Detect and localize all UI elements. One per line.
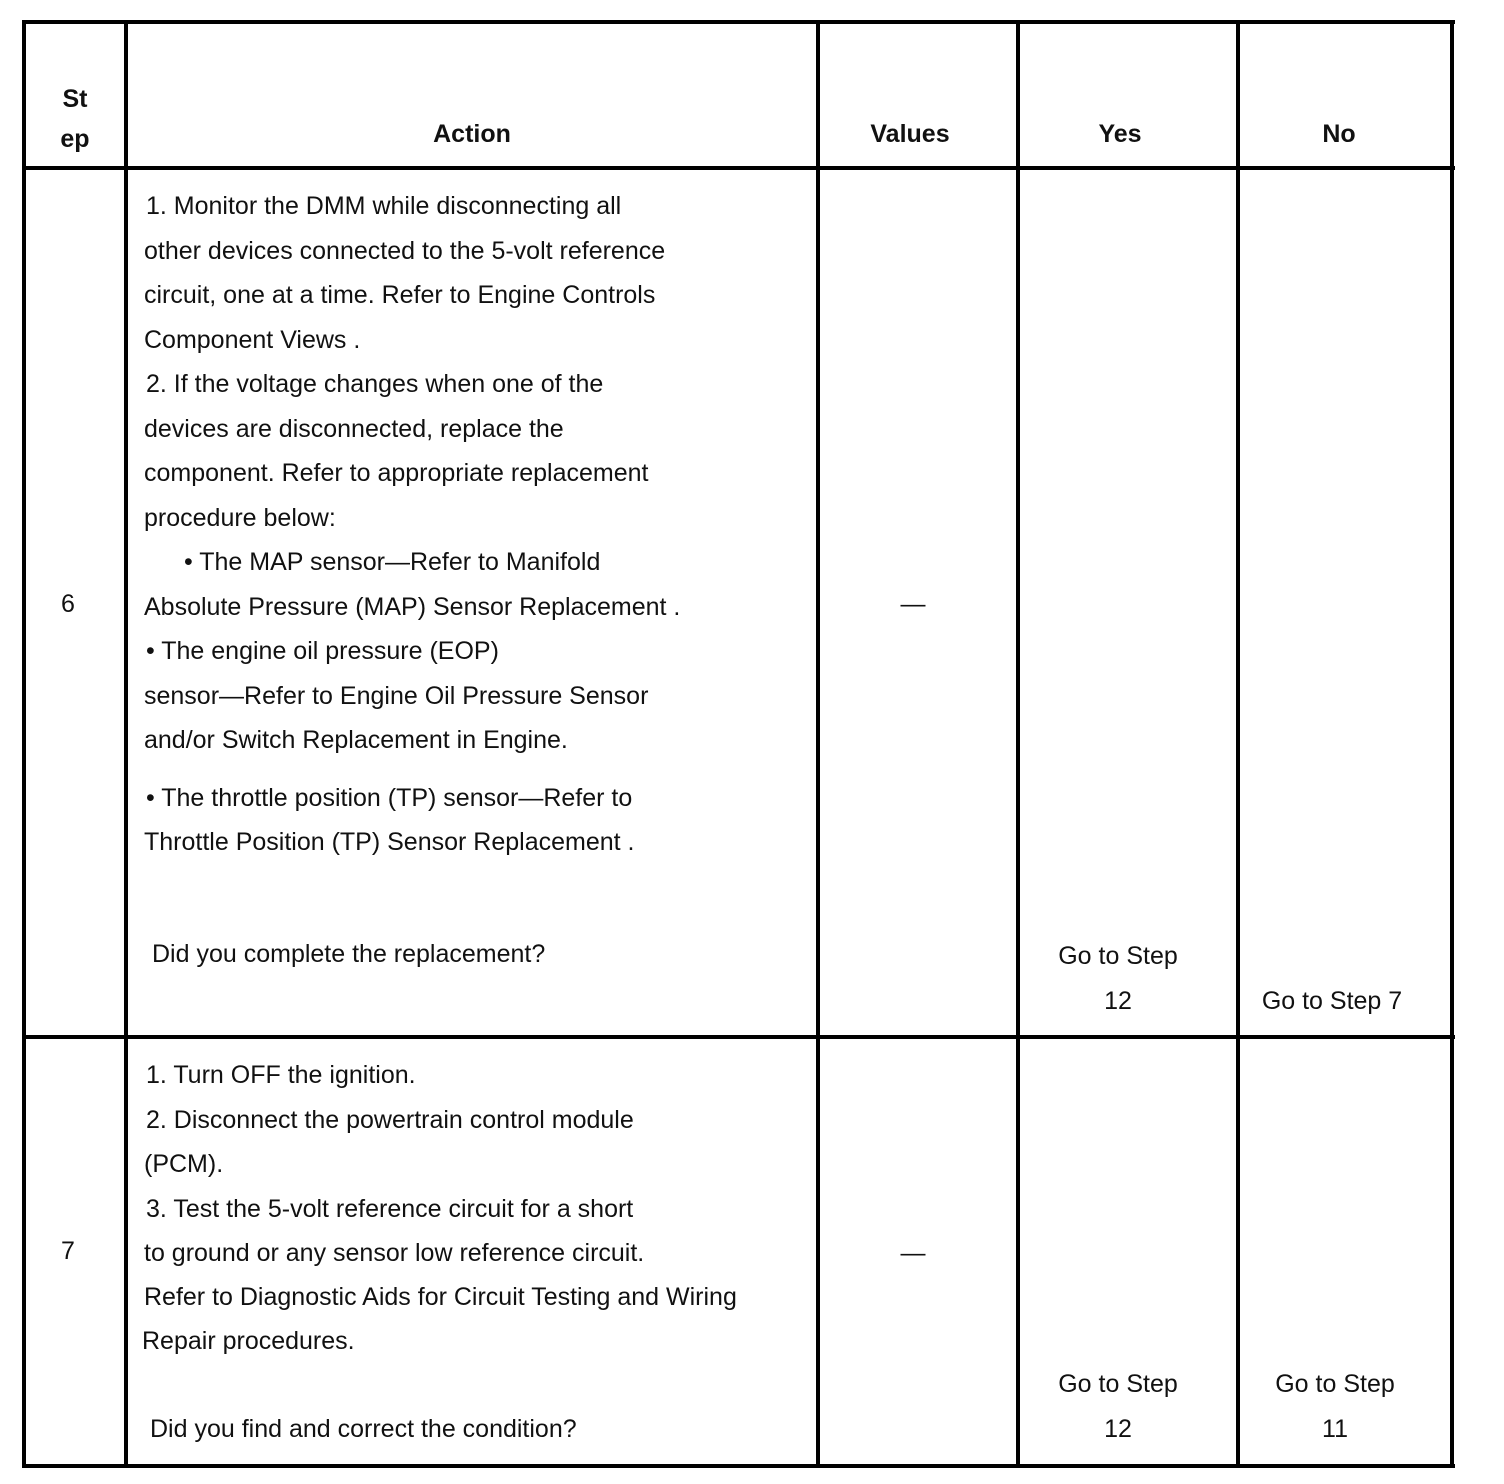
column-divider-step xyxy=(124,20,128,1468)
table-border-top xyxy=(22,20,1455,24)
action-line: component. Refer to appropriate replacement xyxy=(144,459,649,487)
step-number: 6 xyxy=(61,590,75,618)
action-line: Repair procedures. xyxy=(142,1327,355,1355)
value-cell: — xyxy=(900,1239,926,1267)
no-go-to-step xyxy=(1240,1362,1430,1451)
table-border-right xyxy=(1450,20,1454,1468)
action-line: and/or Switch Replacement in Engine. xyxy=(144,726,568,754)
action-line: 1. Monitor the DMM while disconnecting all xyxy=(146,192,622,220)
step-number: 7 xyxy=(61,1237,75,1265)
action-line: (PCM). xyxy=(144,1150,224,1178)
yes-go-to-step-text: Go to Step xyxy=(1058,942,1178,970)
no-go-to-step: Go to Step 7 xyxy=(1261,987,1403,1015)
action-question: Did you complete the replacement? xyxy=(152,940,546,968)
action-line: 3. Test the 5-volt reference circuit for a short xyxy=(146,1195,634,1223)
yes-step-number: 12 xyxy=(1104,986,1132,1015)
header-step-line2: ep xyxy=(60,125,90,153)
header-divider xyxy=(22,166,1455,170)
yes-step-number: 12 xyxy=(1104,1414,1132,1443)
header-yes: Yes xyxy=(1098,120,1142,148)
yes-go-to-step xyxy=(1020,1362,1216,1451)
action-line: 1. Turn OFF the ignition. xyxy=(146,1061,416,1089)
action-line: sensor—Refer to Engine Oil Pressure Sensor xyxy=(144,682,649,710)
action-line: procedure below: xyxy=(144,504,336,532)
table-border-bottom xyxy=(22,1464,1455,1468)
action-line: 2. If the voltage changes when one of the xyxy=(146,370,604,398)
action-line: devices are disconnected, replace the xyxy=(144,415,564,443)
action-line: • The throttle position (TP) sensor—Refer to xyxy=(146,784,633,812)
header-step xyxy=(26,79,124,159)
action-line: Absolute Pressure (MAP) Sensor Replacement . xyxy=(144,593,681,621)
yes-go-to-step-text: Go to Step xyxy=(1058,1370,1178,1398)
action-line: • The MAP sensor—Refer to Manifold xyxy=(184,548,601,576)
row-divider xyxy=(22,1035,1455,1039)
header-action: Action xyxy=(433,120,511,148)
header-values: Values xyxy=(870,120,950,148)
no-go-to-step-text: Go to Step xyxy=(1275,1370,1395,1398)
yes-go-to-step xyxy=(1020,934,1216,1023)
column-divider-yes xyxy=(1236,20,1240,1468)
action-line: 2. Disconnect the powertrain control module xyxy=(146,1106,634,1134)
action-question: Did you find and correct the condition? xyxy=(150,1415,577,1443)
action-line: other devices connected to the 5-volt reference xyxy=(144,237,666,265)
action-line: to ground or any sensor low reference circuit. xyxy=(144,1239,645,1267)
header-no: No xyxy=(1322,120,1356,148)
header-step-line1: St xyxy=(62,85,88,113)
value-cell: — xyxy=(900,590,926,618)
no-step-number: 11 xyxy=(1322,1414,1348,1443)
action-line: • The engine oil pressure (EOP) xyxy=(146,637,499,665)
action-line: circuit, one at a time. Refer to Engine Controls xyxy=(144,281,656,309)
action-line: Component Views . xyxy=(144,326,361,354)
action-line: Refer to Diagnostic Aids for Circuit Testing and Wiring xyxy=(144,1283,737,1311)
column-divider-values xyxy=(1016,20,1020,1468)
action-line: Throttle Position (TP) Sensor Replacement . xyxy=(144,828,635,856)
